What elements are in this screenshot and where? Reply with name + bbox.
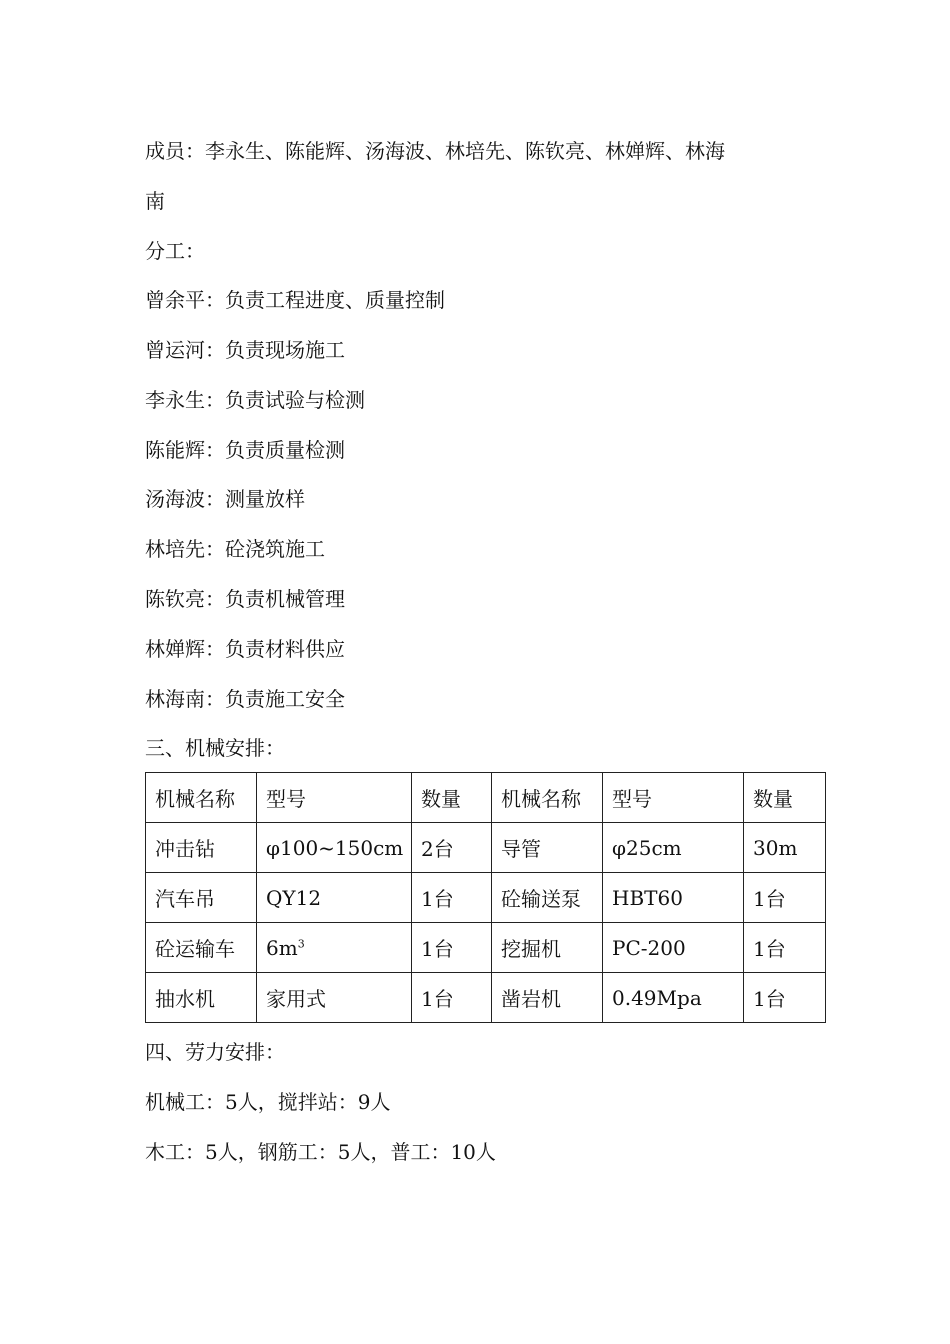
table-cell: QY12: [257, 873, 412, 923]
header-cell: 数量: [412, 773, 492, 823]
division-item: 汤海波：测量放样: [145, 487, 305, 511]
table-cell: 砼运输车: [146, 923, 257, 973]
table-cell: 导管: [492, 823, 603, 873]
table-cell: 抽水机: [146, 973, 257, 1023]
table-cell: 0.49Mpa: [603, 973, 744, 1023]
table-row: [146, 973, 826, 1023]
header-cell: 数量: [744, 773, 826, 823]
superscript-three: 3: [297, 936, 305, 950]
table-cell: 汽车吊: [146, 873, 257, 923]
header-cell: 机械名称: [492, 773, 603, 823]
header-cell: 机械名称: [146, 773, 257, 823]
table-cell: 挖掘机: [492, 923, 603, 973]
table-cell: 1台: [412, 873, 492, 923]
division-item: 曾余平：负责工程进度、质量控制: [145, 288, 445, 312]
table-cell: 30m: [744, 823, 826, 873]
table-cell: HBT60: [603, 873, 744, 923]
labor-heading: 四、劳力安排：: [145, 1040, 285, 1064]
table-row: [146, 873, 826, 923]
labor-line-2: 木工：5人，钢筋工：5人，普工：10人: [145, 1140, 496, 1164]
table-cell: φ25cm: [603, 823, 744, 873]
table-cell: 冲击钻: [146, 823, 257, 873]
machinery-table: [145, 772, 826, 1023]
header-cell: 型号: [257, 773, 412, 823]
table-cell: 1台: [744, 923, 826, 973]
table-cell: 2台: [412, 823, 492, 873]
table-row: [146, 823, 826, 873]
table-cell: PC-200: [603, 923, 744, 973]
division-item: 林培先：砼浇筑施工: [145, 537, 325, 561]
table-cell: 1台: [744, 973, 826, 1023]
members-line-1: 成员：李永生、陈能辉、汤海波、林培先、陈钦亮、林婵辉、林海: [145, 139, 725, 163]
table-cell: 1台: [744, 873, 826, 923]
division-heading: 分工：: [145, 239, 205, 263]
table-cell: 1台: [412, 973, 492, 1023]
header-cell: 型号: [603, 773, 744, 823]
members-line-2: 南: [145, 189, 165, 213]
table-row: [146, 923, 826, 973]
volume-value: 6m: [266, 935, 298, 960]
division-item: 陈能辉：负责质量检测: [145, 438, 345, 462]
division-item: 李永生：负责试验与检测: [145, 388, 365, 412]
table-cell: φ100~150cm: [257, 823, 412, 873]
labor-line-1: 机械工：5人，搅拌站：9人: [145, 1090, 391, 1114]
table-header-row: [146, 773, 826, 823]
division-item: 陈钦亮：负责机械管理: [145, 587, 345, 611]
division-item: 林海南：负责施工安全: [145, 687, 345, 711]
table-cell: 家用式: [257, 973, 412, 1023]
table-cell: [257, 923, 412, 973]
table-cell: 砼输送泵: [492, 873, 603, 923]
table-cell: 1台: [412, 923, 492, 973]
table-cell: 凿岩机: [492, 973, 603, 1023]
division-item: 林婵辉：负责材料供应: [145, 637, 345, 661]
machinery-heading: 三、机械安排：: [145, 736, 285, 760]
division-item: 曾运河：负责现场施工: [145, 338, 345, 362]
